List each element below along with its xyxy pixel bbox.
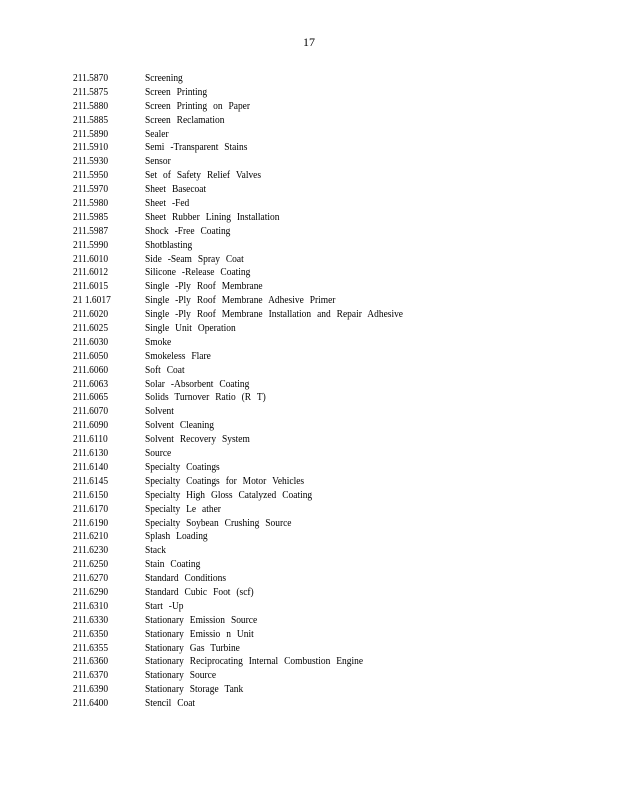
index-entry [73,530,403,544]
section-number: 211.5880 [73,100,109,112]
defined-term: Stationary Storage Tank [145,684,244,696]
defined-term: Stencil Coat [145,698,196,710]
section-number: 211.6170 [73,503,109,515]
section-number: 211.6230 [73,545,109,557]
defined-term: Sheet Basecoat [145,184,207,196]
defined-term: Single -Ply Roof Membrane Adhesive Primer [145,295,336,307]
index-entry [73,336,403,350]
defined-term: Screening [145,73,183,84]
section-number: 211.6210 [73,531,109,543]
index-entry [73,503,403,517]
index-entry [73,280,403,294]
defined-term: Single Unit Operation [145,323,236,335]
definitions-index-list [73,72,440,711]
defined-term: Source [145,448,172,460]
index-entry [73,141,403,155]
index-entry [73,72,403,86]
index-entry [73,655,403,669]
defined-term: Solvent [145,406,174,418]
defined-term: Stationary Source [145,670,217,682]
defined-term: Sensor [145,156,171,168]
index-entry [73,419,403,433]
section-number: 211.5970 [73,184,109,196]
index-entry [73,586,403,600]
defined-term: Solvent Recovery System [145,434,250,446]
defined-term: Stationary Gas Turbine [145,642,240,654]
section-number: 211.5885 [73,114,109,126]
defined-term: Specialty Coatings [145,461,220,473]
section-number: 211.5870 [73,73,109,84]
section-number: 211.6390 [73,684,109,696]
defined-term: Standard Conditions [145,573,227,585]
defined-term: Specialty Le ather [145,503,221,515]
index-entry [73,128,403,142]
index-entry [73,558,403,572]
index-entry [73,461,403,475]
section-number: 211.6290 [73,586,109,598]
index-entry [73,239,403,253]
section-number: 211.5890 [73,128,109,140]
defined-term: Smoke [145,336,172,348]
defined-term: Shotblasting [145,239,193,251]
section-number: 211.6060 [73,364,109,376]
index-entry [73,294,403,308]
index-entry [73,391,403,405]
section-number: 211.5910 [73,142,109,154]
section-number: 211.6070 [73,406,109,418]
index-entry [73,322,403,336]
defined-term: Stationary Reciprocating Internal Combustion Engine [145,656,364,668]
section-number: 211.6250 [73,559,109,571]
section-number: 211.6110 [73,434,108,446]
section-number: 211.6370 [73,670,109,682]
index-entry [73,600,403,614]
defined-term: Side -Seam Spray Coat [145,253,244,265]
section-number: 211.5930 [73,156,109,168]
index-entry [73,489,403,503]
index-entry [73,308,403,322]
section-number: 211.5987 [73,225,109,237]
section-number: 211.6400 [73,698,109,710]
defined-term: Shock -Free Coating [145,225,231,237]
defined-term: Standard Cubic Foot (scf) [145,586,254,598]
index-entry [73,183,403,197]
defined-term: Semi -Transparent Stains [145,142,248,154]
index-entry [73,572,403,586]
section-number: 211.5990 [73,239,109,251]
defined-term: Sealer [145,128,169,140]
section-number: 211.6145 [73,475,109,487]
defined-term: Start -Up [145,600,184,612]
section-number: 211.5980 [73,198,109,210]
defined-term: Stationary Emissio n Unit [145,628,254,640]
index-entry [73,211,403,225]
defined-term: Screen Reclamation [145,114,225,126]
index-entry [73,517,403,531]
section-number: 211.5985 [73,211,109,223]
defined-term: Solvent Cleaning [145,420,214,432]
index-entry [73,114,403,128]
index-entry [73,225,403,239]
index-entry [73,169,403,183]
index-entry [73,364,403,378]
section-number: 211.6130 [73,448,109,460]
section-number: 211.6310 [73,600,109,612]
defined-term: Soft Coat [145,364,185,376]
defined-term: Solids Turnover Ratio (R T) [145,392,266,404]
index-entry [73,197,403,211]
defined-term: Stain Coating [145,559,201,571]
defined-term: Specialty Soybean Crushing Source [145,517,292,529]
defined-term: Specialty High Gloss Catalyzed Coating [145,489,313,501]
index-entry [73,86,403,100]
index-entry [73,475,403,489]
defined-term: Screen Printing on Paper [145,100,251,112]
index-entry [73,405,403,419]
defined-term: Splash Loading [145,531,208,543]
index-entry [73,266,403,280]
index-entry [73,155,403,169]
section-number: 211.6270 [73,573,109,585]
section-number: 211.6190 [73,517,109,529]
index-entry [73,683,403,697]
defined-term: Stationary Emission Source [145,614,258,626]
section-number: 211.6140 [73,461,109,473]
index-entry [73,697,403,711]
index-entry [73,447,403,461]
section-number: 211.6063 [73,378,109,390]
section-number: 211.6090 [73,420,109,432]
section-number: 211.6025 [73,323,109,335]
defined-term: Stack [145,545,166,557]
defined-term: Single -Ply Roof Membrane [145,281,263,293]
index-entry [73,614,403,628]
section-number: 211.6360 [73,656,109,668]
section-number: 211.6150 [73,489,109,501]
section-number: 211.6020 [73,309,109,321]
section-number: 211.6065 [73,392,109,404]
section-number: 211.6330 [73,614,109,626]
section-number: 211.6050 [73,350,109,362]
index-entry [73,350,403,364]
defined-term: Smokeless Flare [145,350,211,362]
section-number: 211.6012 [73,267,109,279]
section-number: 211.5875 [73,86,109,98]
index-entry [73,669,403,683]
index-entry [73,544,403,558]
index-entry [73,378,403,392]
index-entry [73,433,403,447]
section-number: 211.6010 [73,253,109,265]
section-number: 211.6350 [73,628,109,640]
index-entry [73,628,403,642]
defined-term: Sheet Rubber Lining Installation [145,211,280,223]
defined-term: Single -Ply Roof Membrane Installation and Repair Adhesive [145,309,404,321]
section-number: 211.5950 [73,170,109,182]
index-entry [73,100,403,114]
section-number: 21 1.6017 [73,295,111,307]
section-number: 211.6355 [73,642,109,654]
section-number: 211.6015 [73,281,109,293]
section-number: 211.6030 [73,336,109,348]
defined-term: Specialty Coatings for Motor Vehicles [145,475,305,487]
index-entry [73,253,403,267]
defined-term: Silicone -Release Coating [145,267,251,279]
defined-term: Sheet -Fed [145,198,190,210]
defined-term: Set of Safety Relief Valves [145,170,262,182]
index-entry [73,642,403,656]
defined-term: Screen Printing [145,86,208,98]
defined-term: Solar -Absorbent Coating [145,378,250,390]
page-number: 17 [303,35,315,49]
